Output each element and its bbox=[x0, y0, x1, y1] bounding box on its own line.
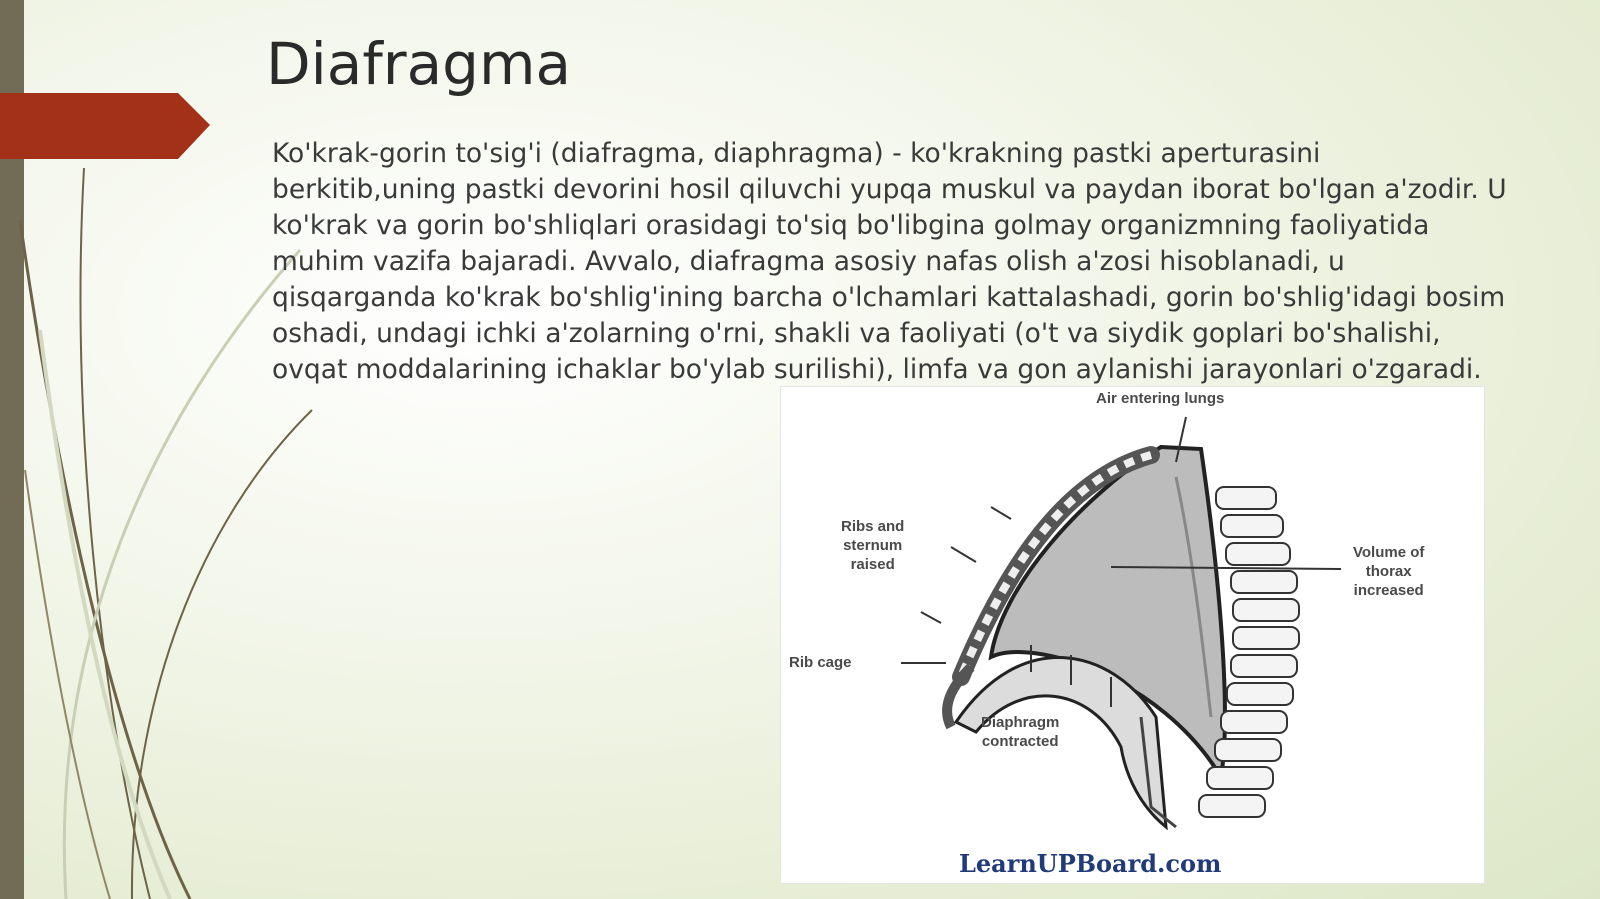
label-diaphragm-line2: contracted bbox=[981, 733, 1059, 750]
label-ribs-raised bbox=[841, 517, 904, 574]
thorax-illustration bbox=[781, 387, 1484, 883]
label-volume-line1: Volume of bbox=[1353, 544, 1425, 561]
label-volume-line2: thorax bbox=[1365, 563, 1412, 580]
diaphragm-figure bbox=[780, 386, 1485, 884]
red-arrow-shape bbox=[0, 93, 210, 161]
label-air-entering-lungs: Air entering lungs bbox=[1096, 390, 1225, 407]
label-rib-cage: Rib cage bbox=[789, 654, 852, 671]
slide-title: Diafragma bbox=[266, 30, 571, 98]
label-diaphragm-line1: Diaphragm bbox=[981, 714, 1060, 731]
label-ribs-line3: raised bbox=[850, 556, 895, 573]
label-ribs-line1: Ribs and bbox=[841, 518, 905, 535]
label-ribs-line2: sternum bbox=[843, 537, 903, 554]
body-paragraph: Ko'krak-gorin to'sig'i (diafragma, diaphragma) - ko'krakning pastki aperturasini berkitib,uning pastki devorini hosil qiluvchi yupqa muskul va paydan iborat bo'lgan a'zodir. U ko'krak va gorin bo'shliqlari orasidagi to'siq bo'libgina golmay organizmning faoliyatida muhim vazifa bajaradi. Avvalo, diafragma asosiy nafas olish a'zosi hisoblanadi, u qisqarganda ko'krak bo'shlig'ining barcha o'lchamlari kattalashadi, gorin bo'shlig'idagi bosim oshadi, undagi ichki a'zolarning o'rni, shakli va faoliyati (o't va siydik goplari bo'shalishi, ovqat moddalarining ichaklar bo'ylab surilishi), limfa va gon aylanishi jarayonlari o'zgaradi. bbox=[272, 138, 1507, 385]
figure-watermark: LearnUPBoard.com bbox=[959, 849, 1222, 878]
label-volume-line3: increased bbox=[1353, 582, 1424, 599]
label-diaphragm-contracted bbox=[981, 713, 1059, 751]
label-volume-increased bbox=[1353, 543, 1424, 600]
